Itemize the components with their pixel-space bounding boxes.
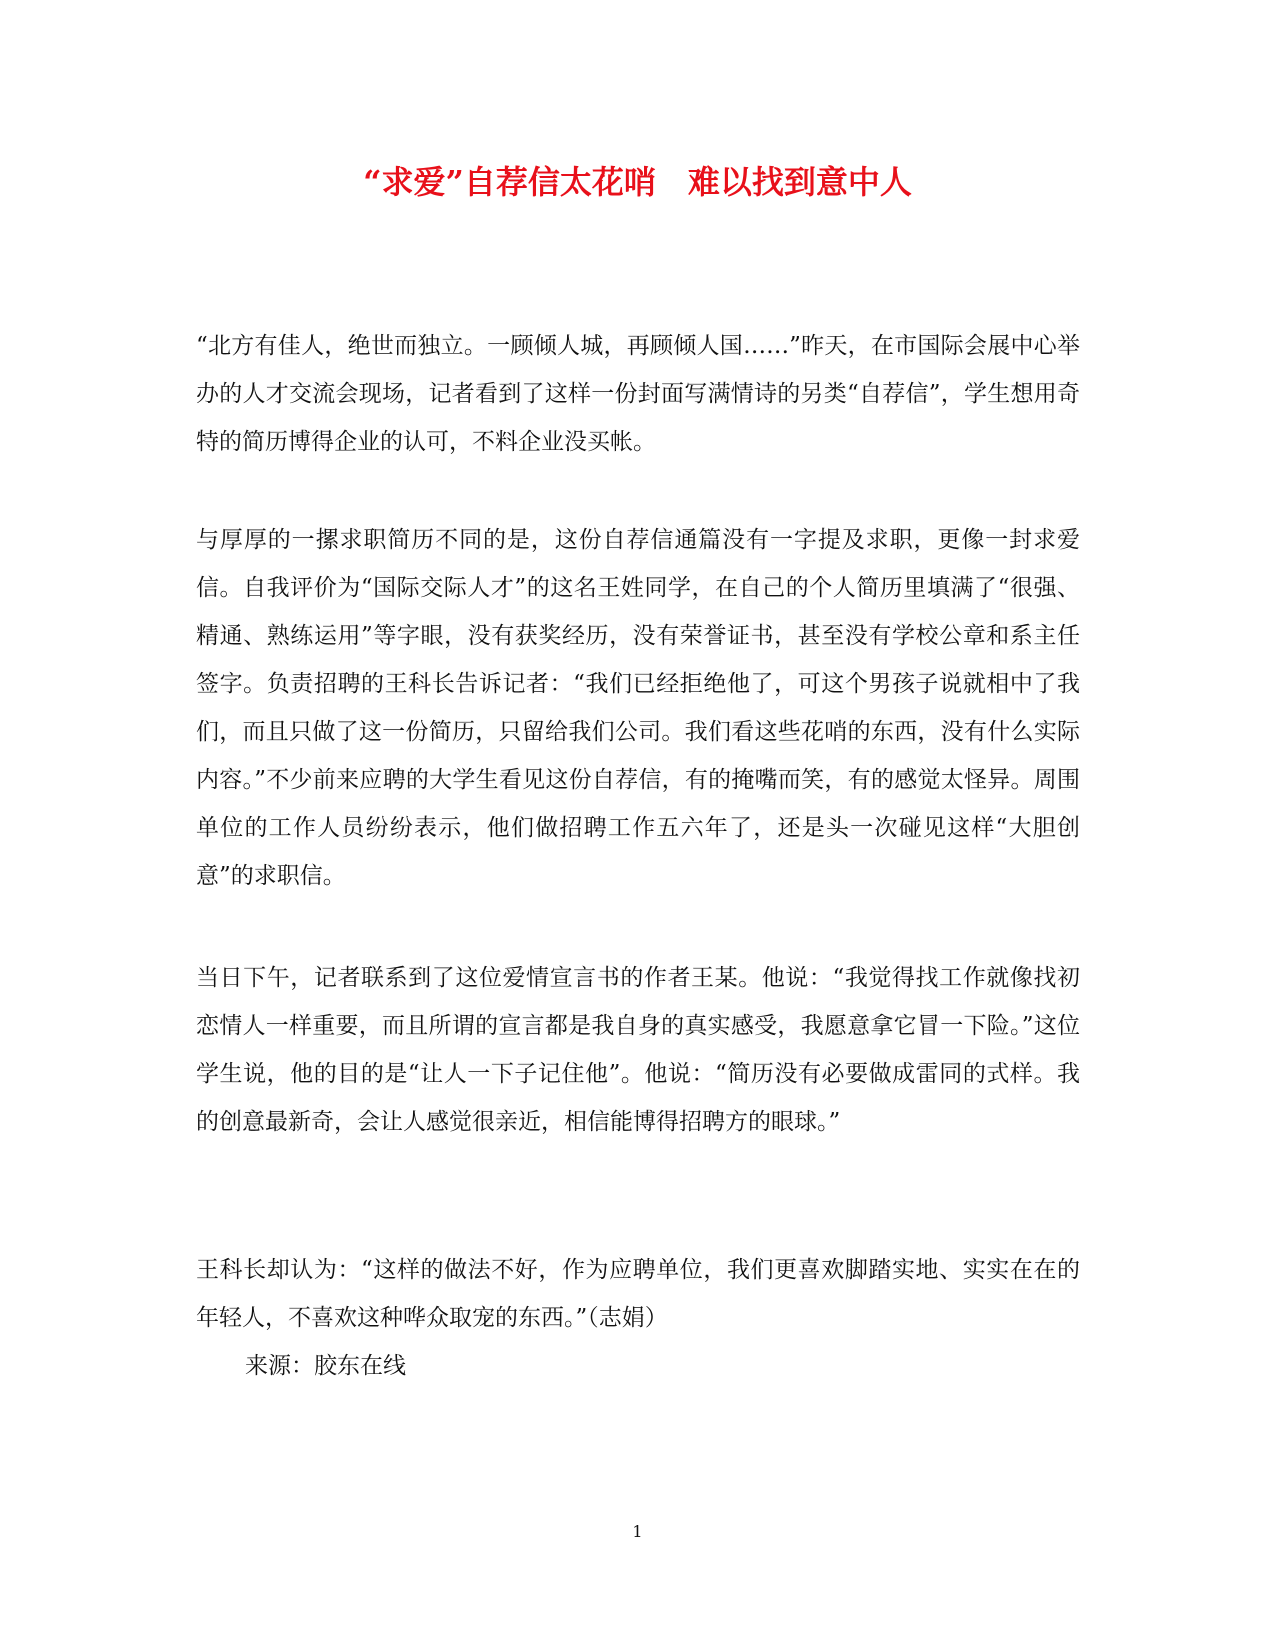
page-number: 1 <box>632 1522 643 1541</box>
document-title: “求爱”自荐信太花哨 难以找到意中人 <box>363 163 912 201</box>
paragraph-3: 当日下午，记者联系到了这位爱情宣言书的作者王某。他说：“我觉得找工作就像找初恋情人一样重要，而且所谓的宣言都是我自身的真实感受，我愿意拿它冒一下险。”这位学生说，他的目的是“让人一下子记住他”。他说：“简历没有必要做成雷同的式样。我的创意最新奇，会让人感觉很亲近，相信能博得招聘方的眼球。” <box>196 965 1080 1135</box>
paragraph-4: 王科长却认为：“这样的做法不好，作为应聘单位，我们更喜欢脚踏实地、实实在在的年轻人，不喜欢这种哗众取宠的东西。”（志娟） <box>196 1257 1080 1331</box>
paragraph-1: “北方有佳人，绝世而独立。一顾倾人城，再顾倾人国……”昨天，在市国际会展中心举办的人才交流会现场，记者看到了这样一份封面写满情诗的另类“自荐信”，学生想用奇特的简历博得企业的认可，不料企业没买帐。 <box>196 333 1080 455</box>
source-line: 来源：胶东在线 <box>245 1353 406 1379</box>
paragraph-2: 与厚厚的一摞求职简历不同的是，这份自荐信通篇没有一字提及求职，更像一封求爱信。自我评价为“国际交际人才”的这名王姓同学，在自己的个人简历里填满了“很强、精通、熟练运用”等字眼，没有获奖经历，没有荣誉证书，甚至没有学校公章和系主任签字。负责招聘的王科长告诉记者：“我们已经拒绝他了，可这个男孩子说就相中了我们，而且只做了这一份简历，只留给我们公司。我们看这些花哨的东西，没有什么实际内容。”不少前来应聘的大学生看见这份自荐信，有的掩嘴而笑，有的感觉太怪异。周围单位的工作人员纷纷表示，他们做招聘工作五六年了，还是头一次碰见这样“大胆创意”的求职信。 <box>196 527 1080 889</box>
